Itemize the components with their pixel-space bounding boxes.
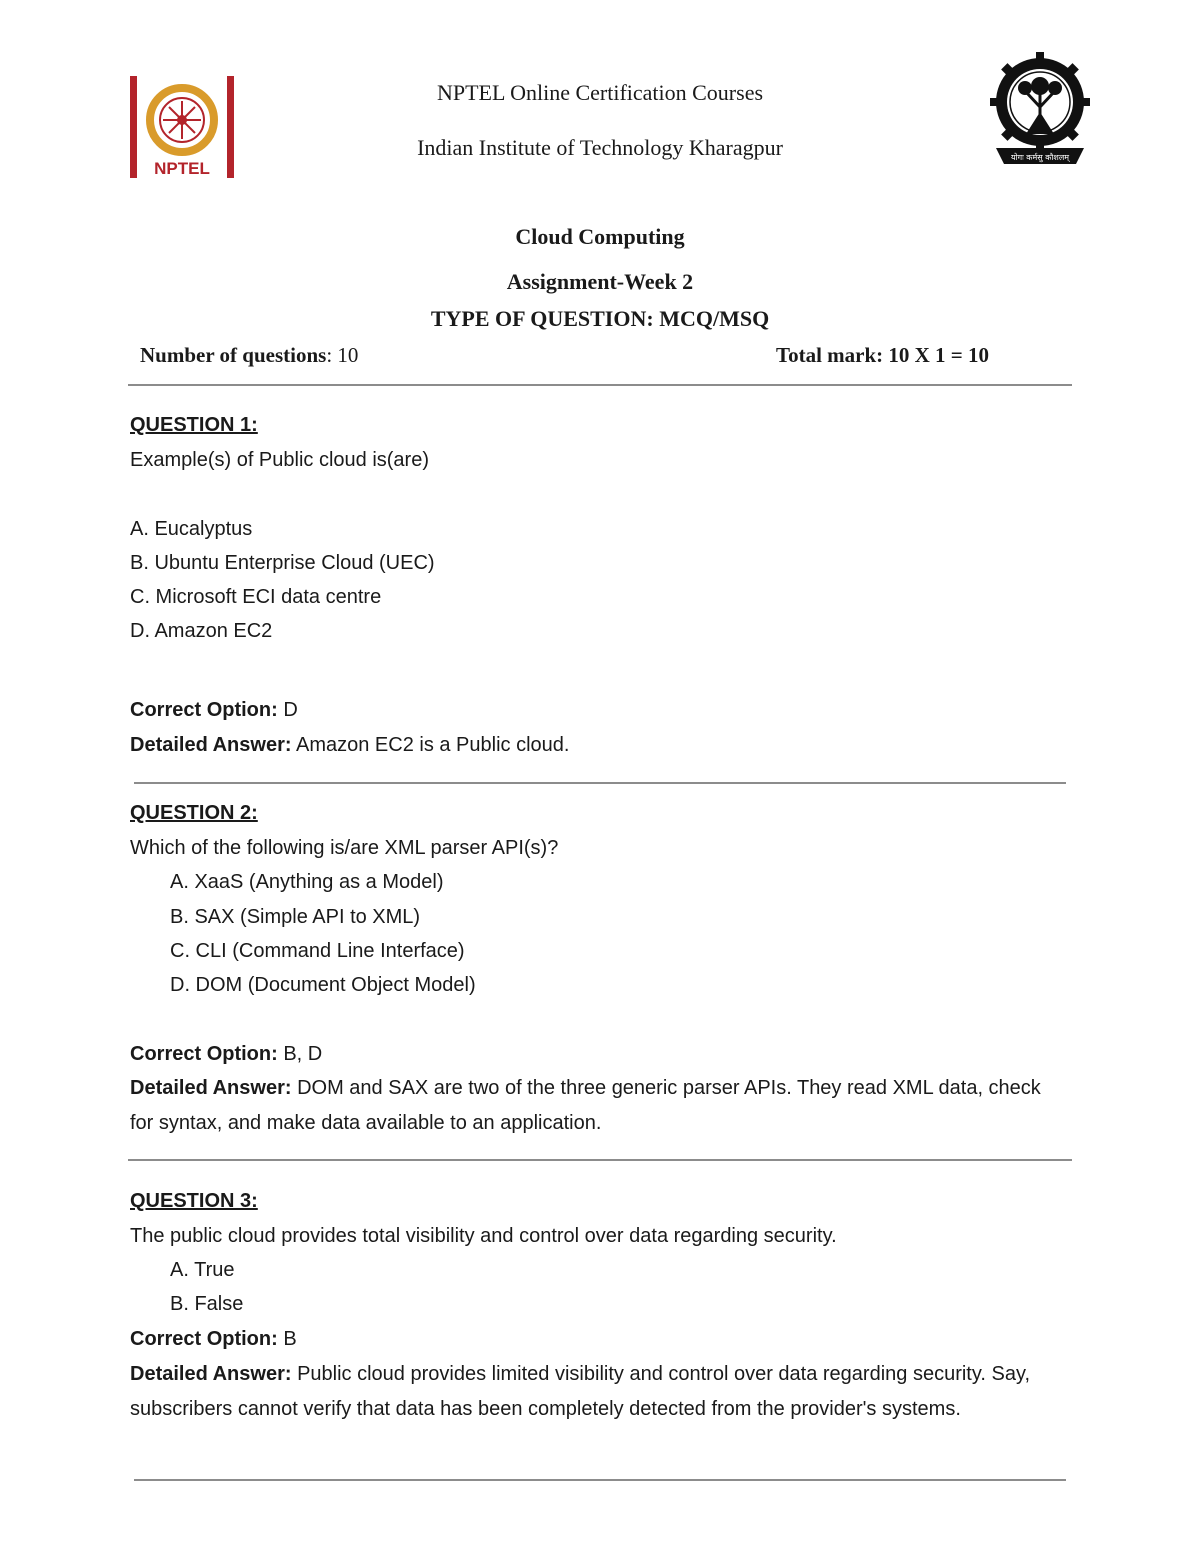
number-of-questions (140, 343, 358, 368)
question-2-option-a: A. XaaS (Anything as a Model) (170, 871, 444, 893)
num-questions-value: : 10 (326, 343, 359, 367)
detailed-answer-label: Detailed Answer: (130, 1363, 292, 1385)
question-1-option-b: B. Ubuntu Enterprise Cloud (UEC) (130, 552, 435, 574)
correct-option-label: Correct Option: (130, 699, 278, 721)
question-3-option-b: B. False (170, 1293, 244, 1315)
iit-logo-text: योगः कर्मसु कौशलम् (1010, 153, 1070, 162)
question-2-correct-option (130, 1043, 322, 1066)
correct-option-label: Correct Option: (130, 1043, 278, 1065)
question-2-text: Which of the following is/are XML parser API(s)? (130, 837, 559, 859)
correct-option-label: Correct Option: (130, 1328, 278, 1350)
correct-option-value: D (277, 699, 298, 721)
question-3-text: The public cloud provides total visibility and control over data regarding security. (130, 1225, 837, 1247)
divider (134, 1479, 1066, 1481)
question-1-title: QUESTION 1: (130, 414, 258, 436)
divider (128, 384, 1072, 386)
header-line-2: Indian Institute of Technology Kharagpur (417, 135, 783, 160)
nptel-logo-text: NPTEL (154, 159, 210, 178)
question-1-correct-option (130, 699, 298, 722)
detailed-answer-label: Detailed Answer: (130, 1077, 292, 1099)
question-1-option-c: C. Microsoft ECI data centre (130, 586, 382, 608)
question-2-detailed-answer (130, 1071, 1065, 1140)
iit-kharagpur-logo (988, 52, 1092, 168)
question-3-detailed-answer (130, 1357, 1065, 1426)
num-questions-label: Number of questions (140, 343, 327, 367)
question-3-option-a: A. True (170, 1259, 235, 1281)
question-3-correct-option (130, 1328, 297, 1351)
detailed-answer-label: Detailed Answer: (130, 734, 292, 756)
detailed-answer-text: DOM and SAX are two of the three generic parser APIs. They read XML data, check for syntax, and make data available to an application. (130, 1077, 1041, 1134)
question-1-text: Example(s) of Public cloud is(are) (130, 449, 429, 471)
question-1-detailed-answer (130, 734, 569, 757)
question-3-title: QUESTION 3: (130, 1190, 258, 1212)
divider (128, 1159, 1072, 1161)
question-2-option-c: C. CLI (Command Line Interface) (170, 940, 465, 962)
header-line-1: NPTEL Online Certification Courses (436, 80, 764, 105)
total-mark: Total mark: 10 X 1 = 10 (776, 343, 990, 367)
detailed-answer-text: Public cloud provides limited visibility and control over data regarding security. Say, subscribers cannot verify that data has been completely detected from the provider's systems. (130, 1363, 1031, 1420)
assignment-title: Assignment-Week 2 (506, 269, 694, 294)
detailed-answer-text: Amazon EC2 is a Public cloud. (291, 734, 570, 756)
question-2-option-d: D. DOM (Document Object Model) (170, 974, 476, 996)
divider (134, 782, 1066, 784)
question-type: TYPE OF QUESTION: MCQ/MSQ (430, 306, 770, 331)
course-title: Cloud Computing (515, 224, 685, 249)
question-1-option-a: A. Eucalyptus (130, 518, 253, 540)
question-1-option-d: D. Amazon EC2 (130, 620, 273, 642)
question-2-title: QUESTION 2: (130, 802, 258, 824)
correct-option-value: B (277, 1328, 297, 1350)
correct-option-value: B, D (277, 1043, 323, 1065)
question-2-option-b: B. SAX (Simple API to XML) (170, 906, 421, 928)
